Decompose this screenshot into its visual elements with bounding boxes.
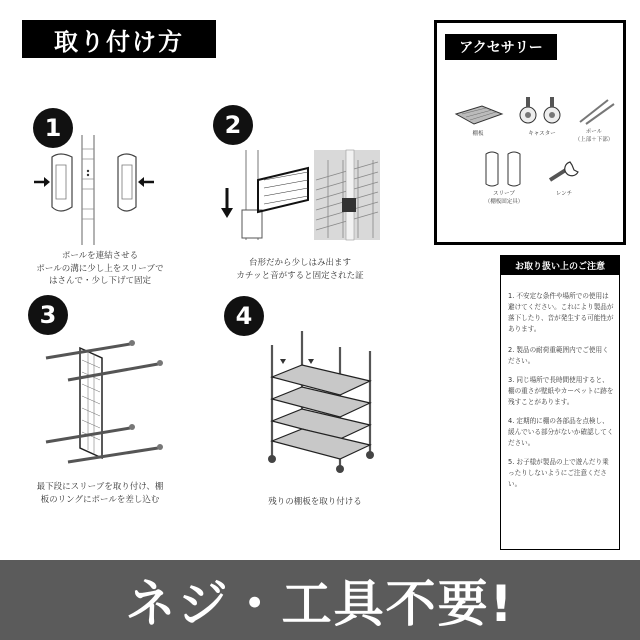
step-2-number: 2 [213, 105, 253, 145]
step-1-number: 1 [33, 108, 73, 148]
shelf-board-icon [452, 100, 504, 130]
step-1-caption-line2: ポールの溝に少し上をスリーブで [36, 264, 164, 274]
step-3-caption-line2: 板のリングにポールを差し込む [40, 495, 160, 505]
step-1-illustration [30, 135, 160, 245]
accessory-label-shelf: 棚板 [472, 131, 484, 137]
step-1-caption-line3: はさんで・少し下げて固定 [48, 276, 151, 286]
accessory-label-sleeve-sub: （棚板固定具） [484, 199, 524, 205]
pole-icon [576, 96, 616, 126]
care-item-1: 1. 不安定な条件や場所での使用は避けてください。これにより製品が落下したり、音が発生する可能性があります。 [508, 292, 614, 333]
no-tools-banner: ネジ・工具不要! [0, 560, 640, 640]
accessory-label-wrench: レンチ [555, 191, 573, 197]
step-1-caption-line1: ポールを連結させる [61, 251, 139, 261]
care-item-3: 3. 同じ場所で長時間使用すると、棚の重さが壁紙やカーペットに跡を残すことがあります。 [508, 376, 614, 406]
page-title: 取り付け方 [22, 20, 216, 58]
step-4-caption-line1: 残りの棚板を取り付ける [268, 497, 362, 507]
accessory-label-pole-sub: （上部＋下部） [574, 137, 614, 143]
step-2-caption-line1: 台形だから少しはみ出ます [248, 258, 351, 268]
step-2-illustration [218, 150, 388, 245]
step-4-illustration [262, 325, 380, 475]
care-title: お取り扱い上のご注意 [500, 255, 620, 275]
care-item-4: 4. 定期的に棚の各部品を点検し、緩んでいる部分がないか確認してください。 [508, 417, 614, 447]
step-3-illustration [40, 330, 180, 470]
step-3-number: 3 [28, 295, 68, 335]
caster-icon [516, 95, 568, 131]
accessories-title: アクセサリー [445, 34, 557, 60]
step-4-number: 4 [224, 296, 264, 336]
accessory-label-pole: ポール [585, 129, 603, 135]
wrench-icon [546, 158, 586, 188]
care-item-2: 2. 製品の耐荷重範囲内でご使用ください。 [508, 346, 609, 365]
accessory-label-sleeve: スリーブ [493, 191, 515, 197]
step-3-caption-line1: 最下段にスリーブを取り付け、棚 [36, 482, 164, 492]
accessory-label-caster: キャスター [528, 131, 556, 137]
sleeve-icon [482, 150, 526, 190]
care-item-5: 5. お子様が製品の上で遊んだり乗ったりしないようにご注意ください。 [508, 458, 609, 488]
step-2-caption-line2: カチッと音がすると固定された証 [236, 271, 364, 281]
